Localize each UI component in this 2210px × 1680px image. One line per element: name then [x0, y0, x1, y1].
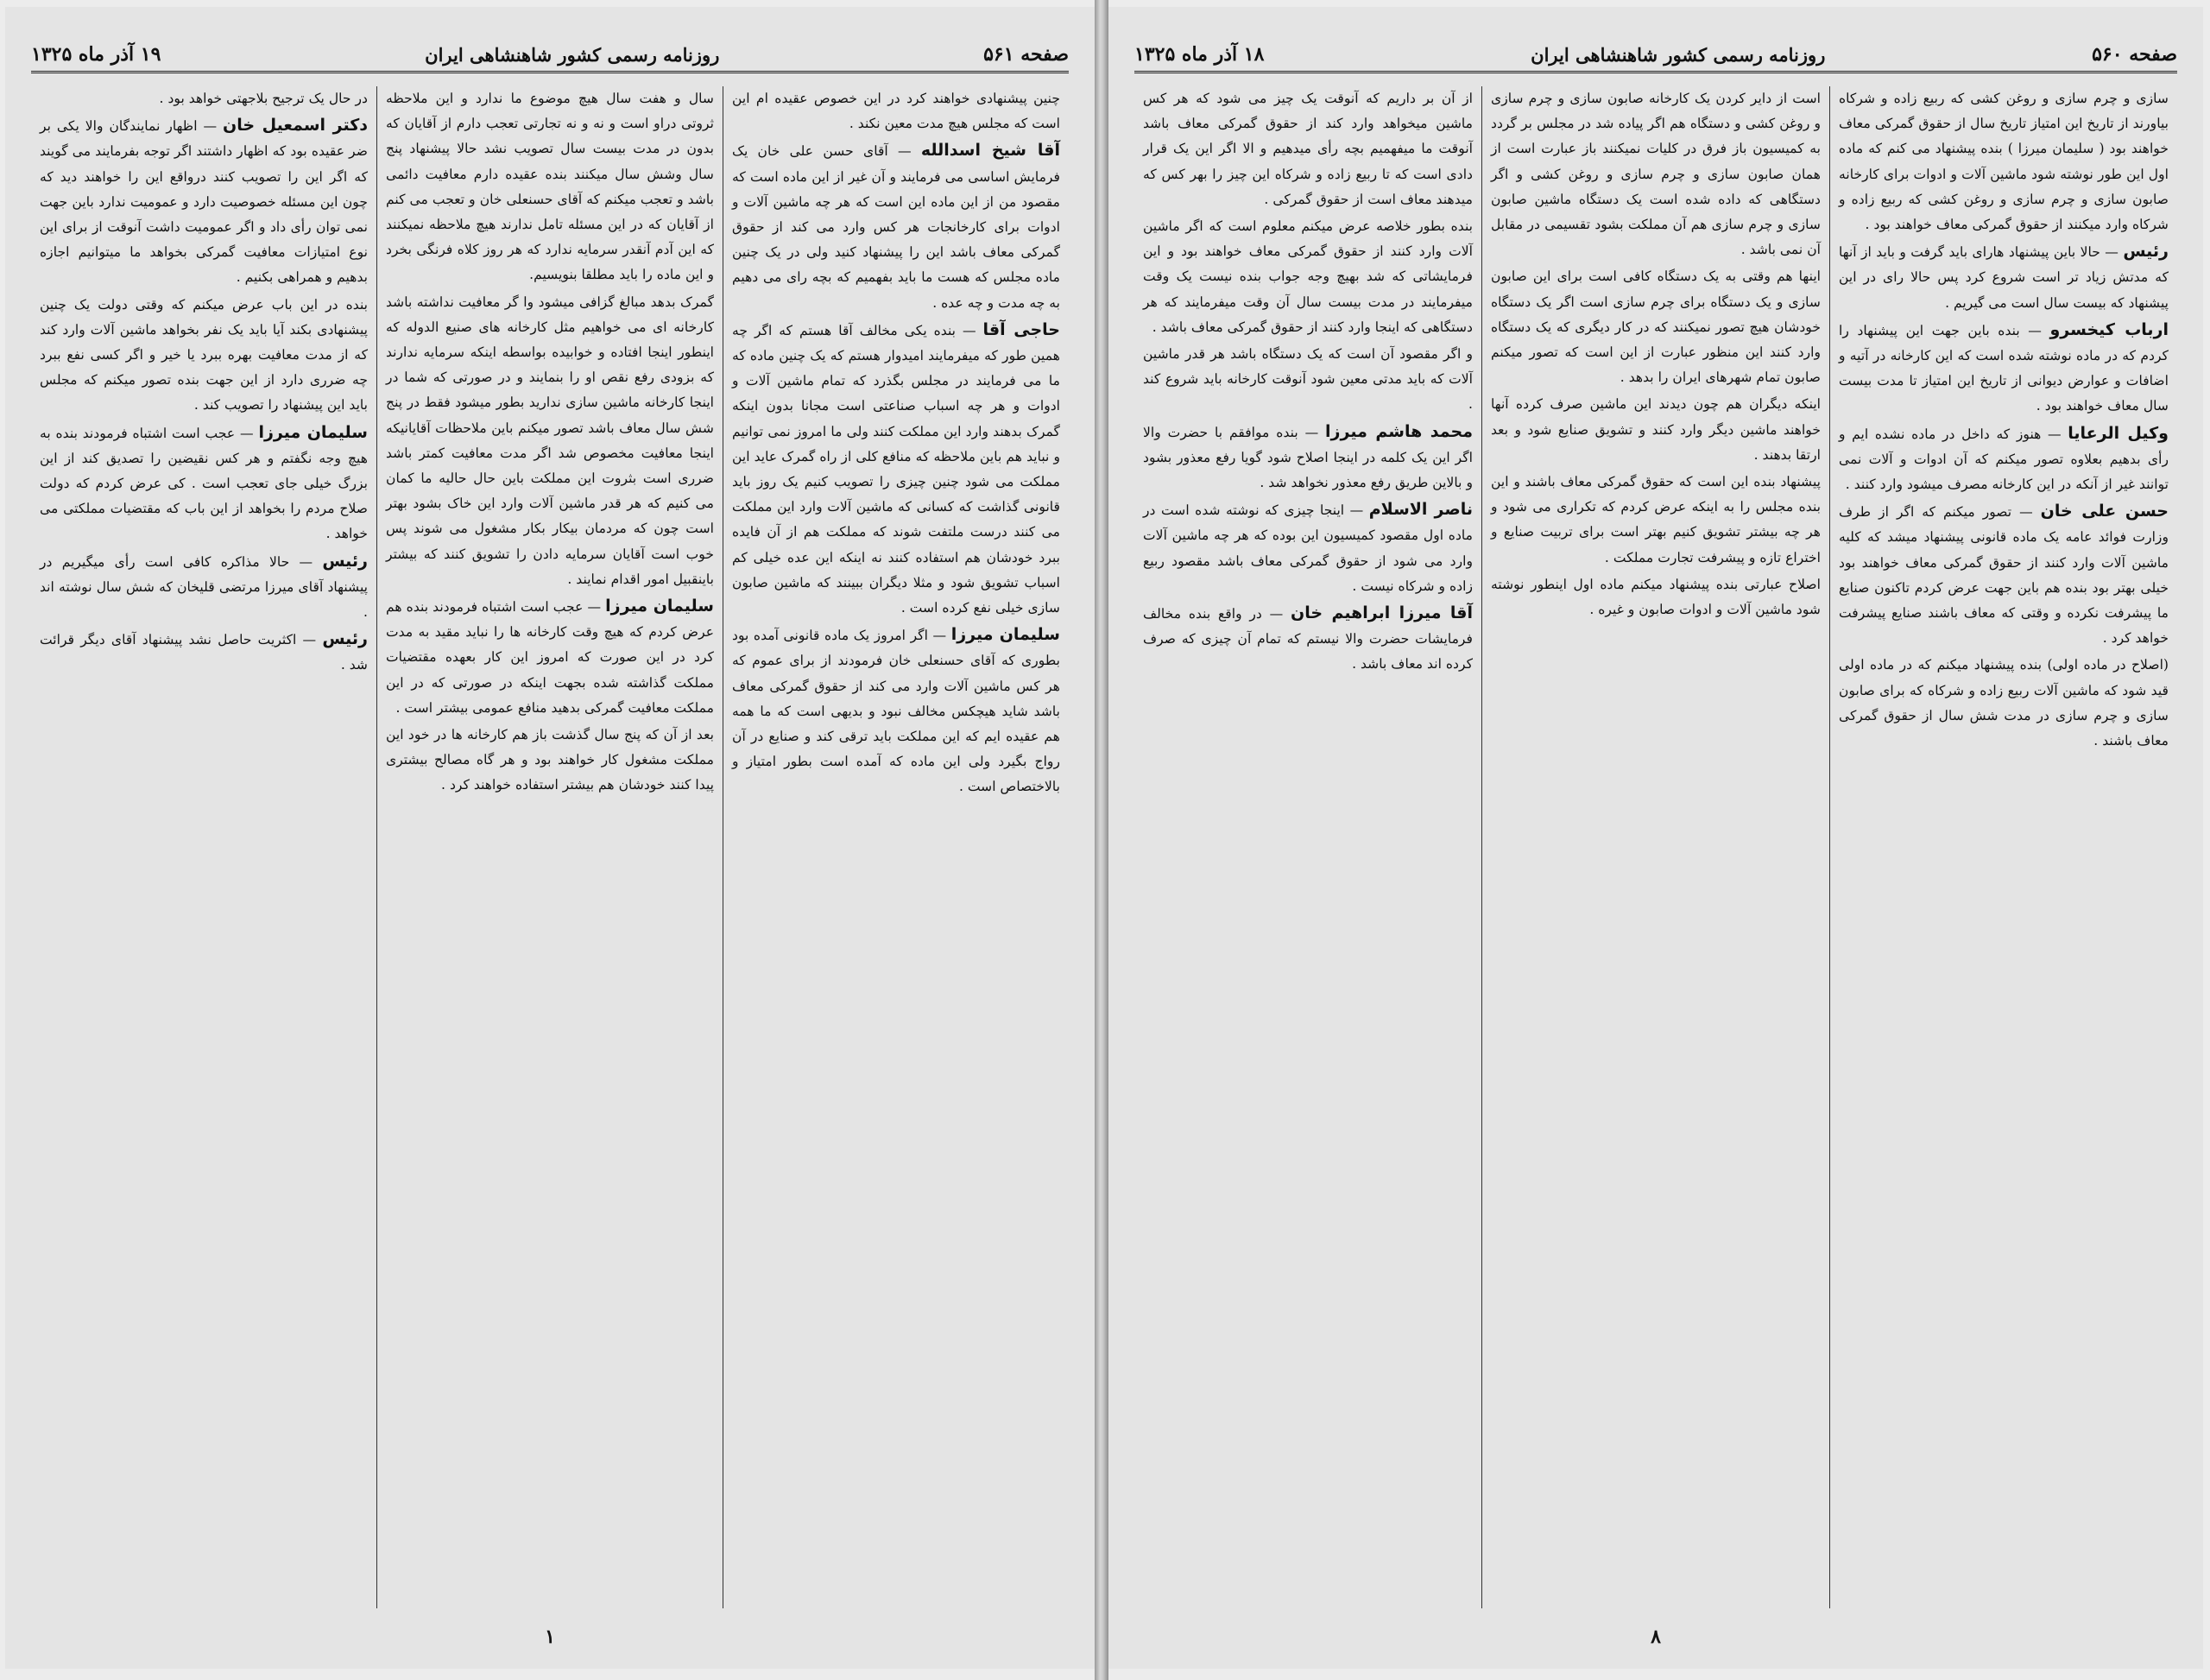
page-header	[1134, 38, 2177, 73]
paragraph	[1839, 86, 2169, 237]
page-footer-number: ۱	[545, 1626, 555, 1648]
paragraph: وکیل الرعایا — هنوز که داخل در ماده نشده ایم و رأی بدهیم بعلاوه تصور میکنم که آن ادوات و آلات نمی توانند غیر از آنکه در این کارخانه مصرف میشود وارد کنند .	[1839, 423, 2169, 493]
paragraph-text: بنده موافقم با حضرت والا اگر این یک کلمه در اینجا اصلاح شود گویا رفع معذور بشود و بالاین طریق رفع معذور نخواهد شد .	[1143, 424, 1473, 491]
speaker-name: محمد هاشم میرزا	[1325, 421, 1473, 441]
issue-date: ۱۹ آذر ماه ۱۳۲۵	[31, 43, 161, 66]
paragraph	[1491, 392, 1821, 468]
paragraph: سلیمان میرزا — عجب است اشتباه فرمودند بنده به هیچ وجه نگفتم و هر کس نقیضین را تصدیق کند از این بزرگ خیلی جای تعجب است . کی عرض کردم که دولت صلاح مردم را بخواهد از این باب که مقتضیات مملکتی می خواهد .	[40, 422, 368, 542]
paragraph-text: گمرک بدهد مبالغ گزافی میشود وا گر معافیت نداشته باشد کارخانه ای می خواهیم مثل کارخانه های صنیع الدوله که اینطور اینجا افتاده و خوابیده بواسطه اینکه سرمایه ندارند که بزودی رفع نقص او را بنمایند و در صورتی که شما در اینجا کارخانه ماشین سازی ندارید بطور میشود فقط در پنج شش سال معاف باشد تصور میکنم باین ملاحظات آقایانیکه اینجا معافیت مخصوص شد اگر مدت معافیت کمتر باشد ضرری است بثروت این مملکت باین حال حالیه ما کمان می کنیم که هر قدر ماشین آلات وارد این خاک بشود بهتر است چون که مردمان بیکار بکار مشغول می شوند پس خوب است آقایان سرمایه دادن را تشویق کنند که بیشتر باینقبیل امور اقدام نمایند .	[386, 294, 714, 587]
paragraph	[386, 290, 714, 592]
paragraph-text: هنوز که داخل در ماده نشده ایم و رأی بدهیم بعلاوه تصور میکنم که آن ادوات و آلات نمی توانند غیر از آنکه در این کارخانه مصرف میشود وارد کنند .	[1839, 426, 2169, 493]
speaker-name: ناصر الاسلام	[1368, 500, 1474, 520]
paragraph: رئیس — اکثریت حاصل نشد پیشنهاد آقای دیگر قرائت شد .	[40, 629, 368, 673]
paragraph: دکتر اسمعیل خان — اظهار نمایندگان والا یکی بر ضر عقیده بود که اظهار داشتند اگر توجه بفرمایند می گویند که اگر این را تصویب کنند درواقع این را خواهند دید که چون این مسئله خصوصیت دارد و عمومیت ندارد باین جهت نمی توان رأی داد و اگر عمومیت داشت آنوقت از برای این نوع امتیازات معافیت گمرکی بخواهد ما میتوانیم اجازه بدهیم و همراهی بکنیم .	[40, 116, 369, 286]
paragraph	[386, 723, 714, 799]
speaker-name: رئیس	[322, 551, 368, 571]
columns	[1134, 86, 2177, 1608]
speaker-name: آقا شیخ اسدالله	[920, 141, 1060, 161]
issue-date: ۱۸ آذر ماه ۱۳۲۵	[1134, 43, 1265, 66]
column	[1134, 86, 1481, 1608]
paragraph	[1491, 572, 1821, 622]
paragraph: آقا شیخ اسدالله — آقای حسن علی خان یک فرمایش اساسی می فرمایند و آن غیر از این ماده است که مقصود من از این ماده این است که هر چه ماشین آلات و ادوات برای کارخانجات هر کس وارد می کند از حقوق گمرکی معاف باشد این را پیشنهاد کنید ولی در یک چنین ماده مجلس که هست ما باید بفهمیم که بچه رای می دهیم به چه مدت و چه عده .	[732, 141, 1060, 311]
speaker-name: دکتر اسمعیل خان	[223, 116, 369, 136]
paragraph-text: حالا مذاکره کافی است رأی میگیریم در پیشنهاد آقای میرزا مرتضی قلیخان که شش سال نوشته اند .	[40, 553, 368, 621]
right-page	[1108, 7, 2203, 1669]
speaker-name: سلیمان میرزا	[258, 422, 368, 442]
paragraph-text: اینکه دیگران هم چون دیدند این ماشین صرف کرده آنها خواهند ماشین دیگر وارد کنند و تشویق صنایع شود و بعد ارتقا بدهند .	[1491, 396, 1821, 463]
column	[31, 86, 376, 1608]
column	[1829, 86, 2177, 1608]
paragraph	[1491, 264, 1821, 390]
paragraph-text: در حال یک ترجیح بلاجهتی خواهد بود .	[159, 91, 368, 106]
paragraph	[386, 86, 714, 288]
paragraph-text: و اگر مقصود آن است که یک دستگاه باشد هر قدر ماشین آلات که باید مدتی معین شود آنوقت کارخانه باید شروع کند .	[1143, 346, 1473, 413]
paragraph-text: پیشنهاد بنده این است که حقوق گمرکی معاف باشند و این بنده مجلس را به اینکه عرض کردم که تکراری می شود و هر چه بیشتر تشویق کنیم بهتر است برای تربیت صنایع و اختراع تازه و پیشرفت تجارت مملکت .	[1491, 474, 1821, 565]
speaker-name: حسن علی خان	[2040, 502, 2169, 521]
page-footer-number: ۸	[1651, 1626, 1661, 1648]
paragraph-text: اینجا چیزی که نوشته شده است در ماده اول مقصود کمیسیون این بوده که هر چه ماشین آلات وارد می شود از حقوق گمرکی معاف باشد مقصود ربیع زاده و شرکاه نیست .	[1143, 502, 1473, 594]
paragraph	[1491, 86, 1821, 262]
paragraph: حسن علی خان — تصور میکنم که اگر از طرف وزارت فوائد عامه یک ماده قانونی پیشنهاد میشد که کلیه ماشین آلات وارد کنند از حقوق گمرکی معاف خواهند بود خیلی بهتر بود بنده هم باین جهت عرض کردم تاکنون صنایع ما پیشرفت نکرده و وقتی که معاف باشند صنایع پیشرفت خواهد کرد .	[1839, 502, 2169, 647]
left-page	[5, 7, 1095, 1669]
paragraph-text: بعد از آن که پنج سال گذشت باز هم کارخانه ها در خود این مملکت مشغول کار خواهند بود و هر گاه مصالح بیشتری پیدا کنند خودشان هم بیشتر استفاده خواهند کرد .	[386, 727, 714, 793]
paragraph: رئیس — حالا باین پیشنهاد هارای باید گرفت و باید از آنها که مدتش زیاد تر است شروع کرد پس حالا رای در این پیشنهاد که بیست سال است می گیریم .	[1839, 242, 2169, 311]
paragraph-text: آقای حسن علی خان یک فرمایش اساسی می فرمایند و آن غیر از این ماده است که مقصود من از این ماده این است که هر چه ماشین آلات و ادوات برای کارخانجات هر کس وارد می کند از حقوق گمرکی معاف باشد این را پیشنهاد کنید ولی در یک چنین ماده مجلس که هست ما باید بفهمیم که بچه رای می دهیم به چه مدت و چه عده .	[732, 143, 1060, 311]
paragraph	[40, 293, 368, 419]
paragraph-text: است از دایر کردن یک کارخانه صابون سازی و چرم سازی و روغن کشی و دستگاه هم اگر پیاده شد در مجلس بر گردد به کمیسیون باز فرق در کلیات نمیکنند باز عبارت است از همان صابون سازی و چرم سازی و روغن کشی و اگر دستگاهی که داده شده است یک دستگاه ماشین صابون سازی و چرم سازی هم آن مملکت بشود تقسیمی در مقابل آن نمی باشد .	[1491, 91, 1821, 258]
paragraph	[1839, 653, 2169, 754]
paragraph-text: بنده یکی مخالف آقا هستم که اگر چه همین طور که میفرمایند امیدوار هستم که یک چنین ماده که ما می فرمایند در مجلس بگذرد که تمام ماشین آلات و ادوات و هر چه اسباب صناعتی است مجانا بدون اینکه گمرک بدهند وارد این مملکت کنند ولی ما امروز نمی توانیم و نباید هم باین ملاحظه که منافع کلی از راه گمرک عاید این مملکت می شود چنین چیزی را تصویب کنیم یک روز باید قانونی گذاشت که کسانی که ماشین آلات وارد این مملکت می کنند درست ملتفت شوند که مملکت هم از آن فایده ببرد خودشان هم استفاده کنند نه اینکه این عده خیلی کم اسباب تشویق شود و مثلا دیگران ببینند که ماشین صابون سازی خیلی نفع کرده است .	[732, 322, 1060, 616]
paragraph: سلیمان میرزا — اگر امروز یک ماده قانونی آمده بود بطوری که آقای حسنعلی خان فرمودند از برای عموم که هر کس ماشین آلات وارد می کند از حقوق گمرکی معاف باشد شاید هیچکس مخالف نبود و بدیهی است که ما همه هم عقیده ایم که این مملکت باید ترقی کند و صنایع در آن رواج بگیرد ولی این ماده که آمده است بطور امتیاز و بالاختصاص است .	[732, 625, 1060, 795]
paragraph	[1143, 342, 1473, 418]
newspaper-title: روزنامه رسمی کشور شاهنشاهی ایران	[425, 43, 720, 66]
paragraph-text: در واقع بنده مخالف فرمایشات حضرت والا نیستم که تمام آن چیزی که صرف کرده اند معاف باشد .	[1143, 606, 1473, 673]
column	[376, 86, 723, 1608]
speaker-name: حاجی آقا	[982, 319, 1060, 339]
paragraph-text: سال و هفت سال هیچ موضوع ما ندارد و این ملاحظه ثروتی دراو است و نه و نه تجارتی تعجب دارم از آقایان که بدون در مدت بیست سال تصویب نشد حالا پیشنهاد پنج سال وشش سال میکنند بنده عقیده دارم معافیت دائمی باشد و تعجب میکنم که آقای حسنعلی خان و تعجب می کنم از آقایان که در این مسئله تامل ندارند هیچ ملاحظه نمیکنند که این آدم آنقدر سرمایه ندارد که هر روز کلاه فرنگی بخرد و این ماده را باید مطلقا بنویسیم.	[386, 91, 714, 283]
column	[723, 86, 1069, 1608]
paragraph: ارباب کیخسرو — بنده باین جهت این پیشنهاد را کردم که در ماده نوشته شده است که این کارخانه در آتیه و اضافات و عوارض دیوانی از تاریخ این امتیاز تا مدت بیست سال معاف خواهند بود .	[1839, 319, 2169, 414]
book-gutter	[1095, 0, 1108, 1680]
speaker-name: سلیمان میرزا	[605, 597, 714, 616]
paragraph: آقا میرزا ابراهیم خان — در واقع بنده مخالف فرمایشات حضرت والا نیستم که تمام آن چیزی که صرف کرده اند معاف باشد .	[1143, 603, 1473, 673]
paragraph	[40, 86, 368, 111]
paragraph: سلیمان میرزا — عجب است اشتباه فرمودند بنده هم عرض کردم که هیچ وقت کارخانه ها را نباید مقید به مدت کرد در این صورت که امروز این کار بعهده مقتضیات مملکت گذاشته شده بجهت اینکه در صورتی که در این مملکت معافیت گمرکی بدهید منافع عمومی بیشتر است .	[386, 597, 714, 716]
paragraph-text: عجب است اشتباه فرمودند بنده به هیچ وجه نگفتم و هر کس نقیضین را تصدیق کند از این بزرگ خیلی جای تعجب است . کی عرض کردم که دولت صلاح مردم را بخواهد از این باب که مقتضیات مملکتی می خواهد .	[40, 425, 368, 542]
columns	[31, 86, 1069, 1608]
paragraph-text: (اصلاح در ماده اولی) بنده پیشنهاد میکنم که در ماده اولی قید شود که ماشین آلات ربیع زاده و شرکاه که برای صابون سازی و چرم سازی در مدت شش سال از حقوق گمرکی معاف باشند .	[1839, 657, 2169, 749]
page-number: صفحه ۵۶۱	[983, 43, 1069, 66]
paragraph	[732, 86, 1060, 136]
paragraph: حاجی آقا — بنده یکی مخالف آقا هستم که اگر چه همین طور که میفرمایند امیدوار هستم که یک چنین ماده که ما می فرمایند در مجلس بگذرد که تمام ماشین آلات و ادوات و هر چه اسباب صناعتی است مجانا بدون اینکه گمرک بدهند وارد این مملکت کنند ولی ما امروز نمی توانیم و نباید هم باین ملاحظه که منافع کلی از راه گمرک عاید این مملکت می شود چنین چیزی را تصویب کنیم یک روز باید قانونی گذاشت که کسانی که ماشین آلات وارد این مملکت می کنند درست ملتفت شوند که مملکت هم از آن فایده ببرد خودشان هم استفاده کنند نه اینکه این عده خیلی کم اسباب تشویق شود و مثلا دیگران ببینند که ماشین صابون سازی خیلی نفع کرده است .	[732, 319, 1060, 616]
paragraph-text: اکثریت حاصل نشد پیشنهاد آقای دیگر قرائت شد .	[40, 632, 368, 673]
speaker-name: رئیس	[322, 629, 368, 649]
paragraph: رئیس — حالا مذاکره کافی است رأی میگیریم در پیشنهاد آقای میرزا مرتضی قلیخان که شش سال نوشته اند .	[40, 551, 368, 621]
paragraph-text: بنده باین جهت این پیشنهاد را کردم که در ماده نوشته شده است که این کارخانه در آتیه و اضافات و عوارض دیوانی از تاریخ این امتیاز تا مدت بیست سال معاف خواهند بود .	[1839, 322, 2169, 414]
paragraph-text: تصور میکنم که اگر از طرف وزارت فوائد عامه یک ماده قانونی پیشنهاد میشد که کلیه ماشین آلات وارد کنند از حقوق گمرکی معاف خواهند بود خیلی بهتر بود بنده هم باین جهت عرض کردم تاکنون صنایع ما پیشرفت نکرده و وقتی که معاف باشند صنایع پیشرفت خواهد کرد .	[1839, 504, 2169, 647]
paragraph-text: بنده بطور خلاصه عرض میکنم معلوم است که اگر ماشین آلات وارد کنند از حقوق گمرکی معاف خواهند بود و این فرمایشاتی که شد بهیچ وجه جواب بنده نیست یک وقت میفرمایند در مدت بیست سال آن وقت میفرمایند که هر دستگاهی که اینجا وارد کنند از حقوق گمرکی معاف باشد .	[1143, 218, 1473, 335]
paragraph-text: اگر امروز یک ماده قانونی آمده بود بطوری که آقای حسنعلی خان فرمودند از برای عموم که هر کس ماشین آلات وارد می کند از حقوق گمرکی معاف باشد شاید هیچکس مخالف نبود و بدیهی است که ما همه هم عقیده ایم که این مملکت باید ترقی کند و صنایع در آن رواج بگیرد ولی این ماده که آمده است بطور امتیاز و بالاختصاص است .	[732, 628, 1060, 795]
paragraph-text: از آن بر داریم که آنوقت یک چیز می شود که هر کس ماشین میخواهد وارد کند از حقوق گمرکی معاف باشد آنوقت ما میفهمیم بچه رأی میدهیم و الا اگر این یک قرار دادی است که تا ربیع زاده و شرکاه این چیز را بهر کس که میدهند معاف است از حقوق گمرکی .	[1143, 91, 1473, 207]
paragraph	[1143, 86, 1473, 212]
newspaper-title: روزنامه رسمی کشور شاهنشاهی ایران	[1531, 43, 1826, 66]
page-number: صفحه ۵۶۰	[2092, 43, 2177, 66]
paragraph	[1491, 470, 1821, 571]
paragraph-text: اظهار نمایندگان والا یکی بر ضر عقیده بود که اظهار داشتند اگر توجه بفرمایند می گویند که اگر این را تصویب کنند درواقع این را خواهند دید که چون این مسئله خصوصیت دارد و عمومیت ندارد باین جهت نمی توان رأی داد و اگر عمومیت داشت آنوقت از برای این نوع امتیازات معافیت گمرکی بخواهد ما میتوانیم اجازه بدهیم و همراهی بکنیم .	[40, 118, 368, 286]
paragraph-text: سازی و چرم سازی و روغن کشی که ربیع زاده و شرکاه بیاورند از تاریخ این امتیاز تاریخ سال از حقوق گمرکی معاف خواهند بود ( سلیمان میرزا ) بنده پیشنهاد می کنم که ماده اول این طور نوشته شود ماشین آلات و ادوات برای کارخانه صابون سازی و چرم سازی و روغن کشی که ربیع زاده و شرکاه وارد میکنند از حقوق گمرکی معاف خواهند بود .	[1839, 91, 2169, 233]
paragraph-text: عجب است اشتباه فرمودند بنده هم عرض کردم که هیچ وقت کارخانه ها را نباید مقید به مدت کرد در این صورت که امروز این کار بعهده مقتضیات مملکت گذاشته شده بجهت اینکه در صورتی که در این مملکت معافیت گمرکی بدهید منافع عمومی بیشتر است .	[386, 599, 714, 716]
speaker-name: ارباب کیخسرو	[2049, 319, 2169, 339]
paragraph	[1143, 214, 1473, 340]
speaker-name: سلیمان میرزا	[950, 625, 1060, 645]
speaker-name: وکیل الرعایا	[2068, 423, 2169, 443]
paragraph-text: اصلاح عبارتی بنده پیشنهاد میکنم ماده اول اینطور نوشته شود ماشین آلات و ادوات صابون و غیره .	[1491, 576, 1821, 618]
paragraph-text: حالا باین پیشنهاد هارای باید گرفت و باید از آنها که مدتش زیاد تر است شروع کرد پس حالا رای در این پیشنهاد که بیست سال است می گیریم .	[1839, 244, 2169, 311]
paragraph-text: چنین پیشنهادی خواهند کرد در این خصوص عقیده ام این است که مجلس هیچ مدت معین نکند .	[732, 91, 1060, 132]
paragraph: محمد هاشم میرزا — بنده موافقم با حضرت والا اگر این یک کلمه در اینجا اصلاح شود گویا رفع معذور بشود و بالاین طریق رفع معذور نخواهد شد .	[1143, 421, 1473, 491]
paragraph: ناصر الاسلام — اینجا چیزی که نوشته شده است در ماده اول مقصود کمیسیون این بوده که هر چه ماشین آلات وارد می شود از حقوق گمرکی معاف باشد مقصود ربیع زاده و شرکاه نیست .	[1143, 500, 1474, 594]
page-header	[31, 38, 1069, 73]
speaker-name: آقا میرزا ابراهیم خان	[1290, 603, 1473, 623]
speaker-name: رئیس	[2123, 242, 2169, 262]
paragraph-text: اینها هم وقتی به یک دستگاه کافی است برای این صابون سازی و یک دستگاه برای چرم سازی است اگر یک دستگاه خودشان هیچ تصور نمیکنند که در کار دیگری که یک دستگاه وارد کنند این منظور عبارت از این است که تصور میکنم صابون تمام شهرهای ایران را بدهد .	[1491, 268, 1821, 386]
column	[1481, 86, 1829, 1608]
paragraph-text: بنده در این باب عرض میکنم که وقتی دولت یک چنین پیشنهادی بکند آیا باید یک نفر بخواهد ماشین آلات وارد کند که از مدت معافیت بهره ببرد یا خیر و اگر کسی نفع ببرد چه ضرری دارد از این جهت بنده تصور میکنم که مجلس باید این پیشنهاد را تصویب کند .	[40, 296, 368, 414]
